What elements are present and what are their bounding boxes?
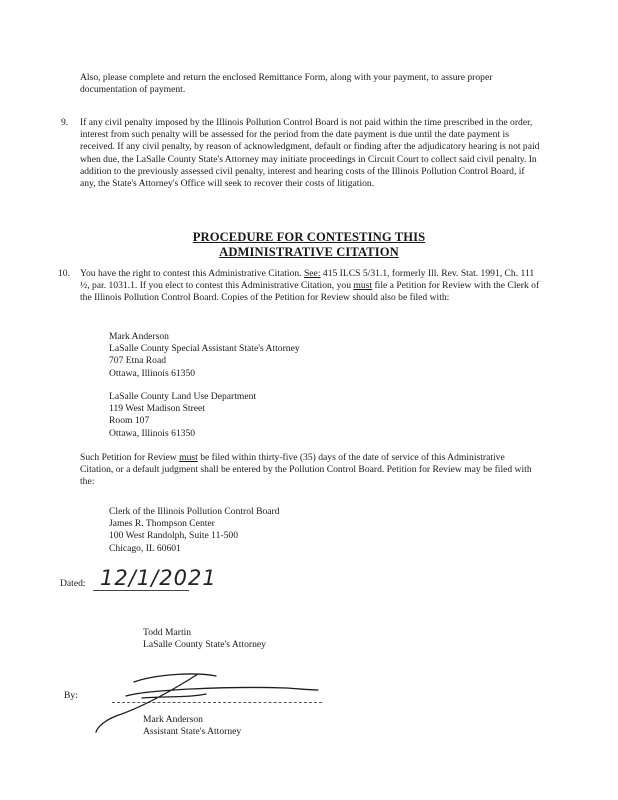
section-heading-line-1: PROCEDURE FOR CONTESTING THIS [192, 230, 426, 244]
item-10-text-3: file a Petition for Review with the Clerk of the Illinois Pollution Control Board. Copies of the Petition for Review should also be filed with: [80, 280, 540, 304]
address-land-use-department [109, 391, 256, 440]
item-10-text-1: You have the right to contest this Administrative Citation. [80, 268, 302, 279]
date-underline [93, 590, 189, 591]
item-9-text: If any civil penalty imposed by the Illinois Pollution Control Board is not paid within the time prescribed in the order, interest from such penalty will be assessed for the period from the date payment is due until the date payment is received. If any civil penalty, by reason of acknowledgment, default or finding after the adjudicatory hearing is not paid when due, the LaSalle County State's Attorney may initiate proceedings in Circuit Court to collect said civil penalty. In addition to the previously assessed civil penalty, interest and hearing costs of the Illinois Pollution Control Board, if any, the State's Attorney's Office will seek to recover their costs of litigation. [80, 117, 540, 190]
address-line: Room 107 [109, 415, 150, 427]
review-text-1: Such Petition for Review [80, 452, 177, 463]
signer-title: Assistant State's Attorney [143, 726, 242, 738]
review-text-2: be filed within thirty-five (35) days of the date of service of this Administrative Citation, or a default judgment shall be entered by the Pollution Control Board. Petition for Review may be filed with the: [80, 452, 532, 488]
item-9-paragraph [61, 117, 540, 190]
item-9-number: 9. [61, 117, 69, 128]
address-line: Ottawa, Illinois 61350 [109, 367, 196, 379]
address-line: LaSalle County Special Assistant State's Attorney [109, 343, 300, 355]
address-line: James R. Thompson Center [109, 518, 215, 530]
address-pollution-control-board [109, 506, 280, 555]
states-attorney-block [143, 627, 266, 651]
address-line: Mark Anderson [109, 331, 169, 342]
address-line: Ottawa, Illinois 61350 [109, 427, 196, 439]
remittance-paragraph: Also, please complete and return the enclosed Remittance Form, along with your payment, to assure proper documentation of payment. [80, 72, 493, 96]
item-10-number: 10. [58, 268, 70, 279]
signer-name: Todd Martin [143, 627, 192, 638]
address-line: 119 West Madison Street [109, 403, 205, 415]
signer-name: Mark Anderson [143, 714, 203, 725]
address-line: Chicago, IL 60601 [109, 542, 181, 554]
address-mark-anderson [109, 331, 300, 380]
by-label: By: [64, 690, 78, 701]
address-line: Clerk of the Illinois Pollution Control Board [109, 506, 280, 517]
must-emphasis: must [179, 452, 198, 463]
petition-review-paragraph [80, 452, 540, 489]
assistant-attorney-block [143, 714, 241, 738]
item-10-paragraph [58, 268, 540, 305]
see-citation: See: [303, 268, 321, 279]
must-emphasis: must [353, 280, 373, 292]
address-line: 100 West Randolph, Suite 11-500 [109, 530, 239, 542]
dated-label: Dated: [60, 578, 86, 589]
item-10-text-2: 415 ILCS 5/31.1, formerly Ill. Rev. Stat. 1991, Ch. 111 ½, par. 1031.1. If you elect to contest this Administrative Citation, you [80, 268, 535, 292]
address-line: LaSalle County Land Use Department [109, 391, 257, 402]
signer-title: LaSalle County State's Attorney [143, 639, 266, 651]
section-heading-line-2: ADMINISTRATIVE CITATION [219, 245, 399, 259]
address-line: 707 Etna Road [109, 355, 167, 367]
handwritten-date: 12/1/2021 [100, 566, 217, 590]
